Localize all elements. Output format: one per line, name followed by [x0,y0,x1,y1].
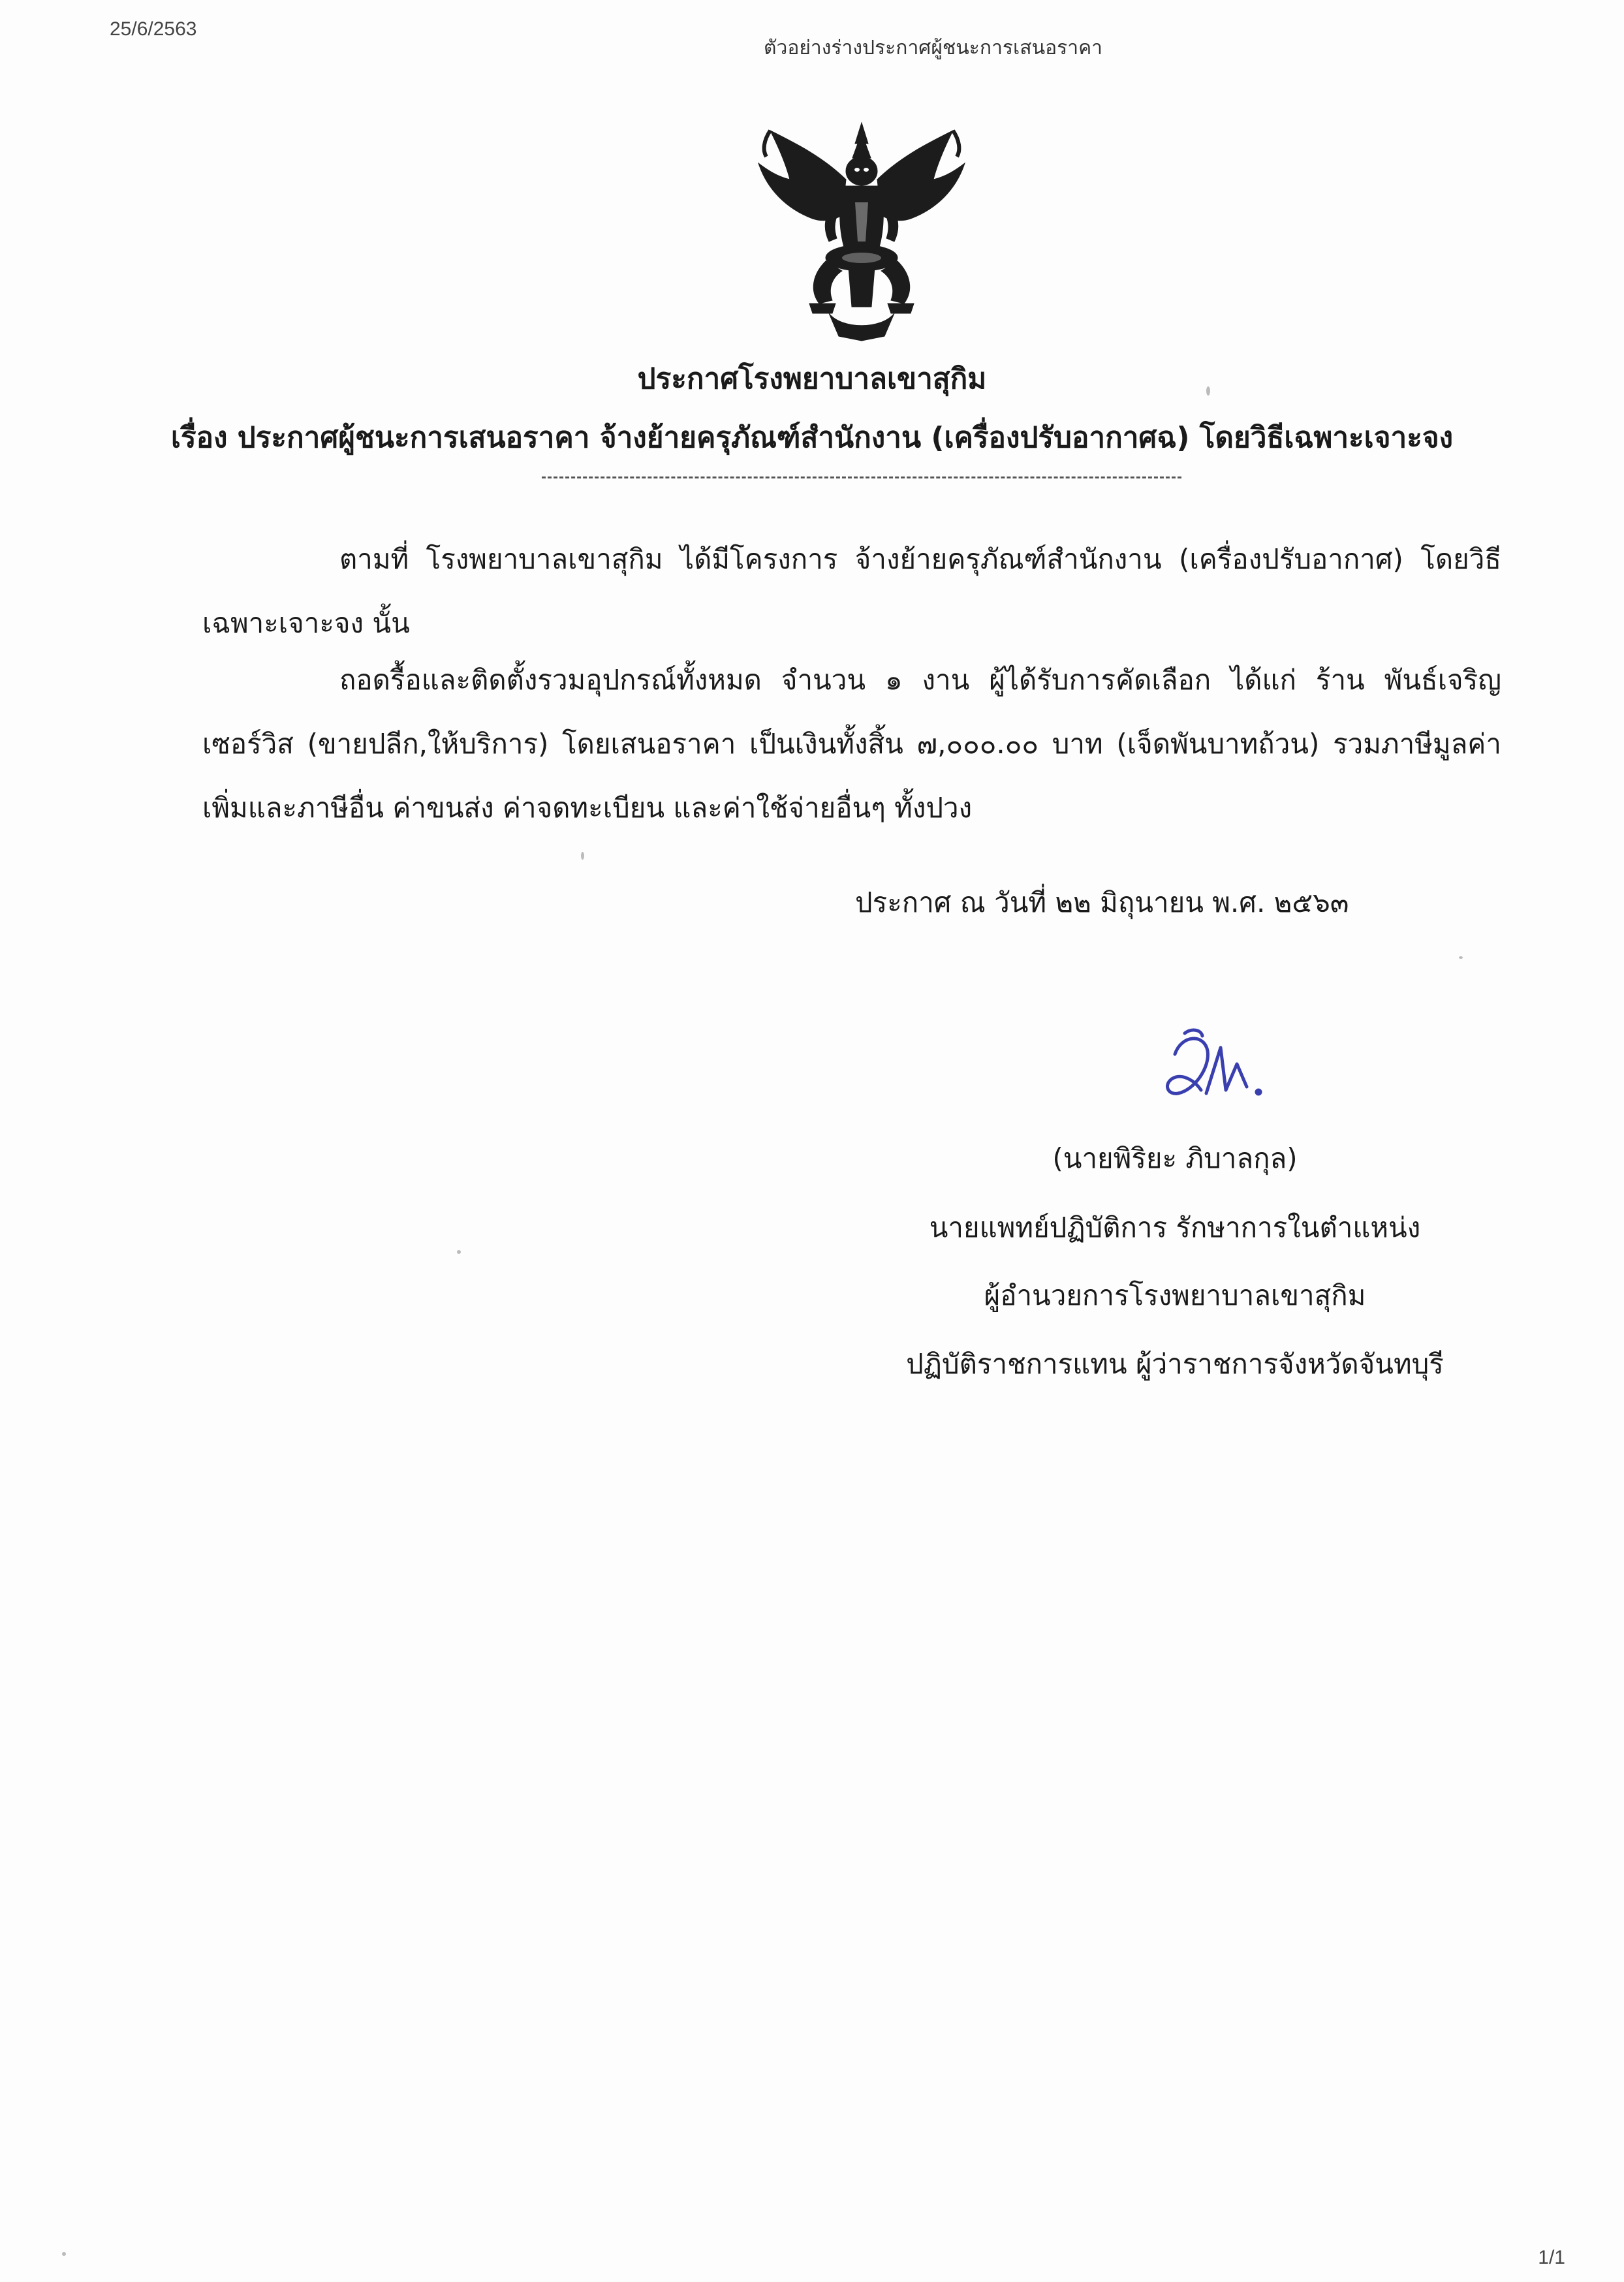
signatory-position-3: ปฏิบัติราชการแทน ผู้ว่าราชการจังหวัดจันทบุรี [906,1348,1444,1380]
signatory-position-2: ผู้อำนวยการโรงพยาบาลเขาสุกิม [984,1279,1366,1311]
body-paragraph-1: ตามที่ โรงพยาบาลเขาสุกิม ได้มีโครงการ จ้างย้ายครุภัณฑ์สำนักงาน (เครื่องปรับอากาศ) โดยวิธีเฉพาะเจาะจง นั้น [202,543,1501,639]
garuda-emblem-icon [751,117,973,343]
signatory-name: (นายพิริยะ ภิบาลกุล) [1052,1142,1298,1174]
scan-speck [1459,956,1463,959]
signatory-position-1: นายแพทย์ปฏิบัติการ รักษาการในตำแหน่ง [929,1211,1421,1243]
announcement-title: ประกาศโรงพยาบาลเขาสุกิม [637,362,987,396]
signature-mark [1155,1028,1266,1113]
announcement-subject: เรื่อง ประกาศผู้ชนะการเสนอราคา จ้างย้ายครุภัณฑ์สำนักงาน (เครื่องปรับอากาศฉ) โดยวิธีเฉพาะเจาะจง [170,421,1454,454]
print-header-title: ตัวอย่างร่างประกาศผู้ชนะการเสนอราคา [764,37,1102,59]
scan-speck [457,1250,461,1254]
print-date: 25/6/2563 [110,18,197,40]
divider [542,477,1181,478]
scan-speck [1206,386,1210,396]
body-paragraph-2: ถอดรื้อและติดตั้งรวมอุปกรณ์ทั้งหมด จำนวน ๑ งาน ผู้ได้รับการคัดเลือก ได้แก่ ร้าน พันธ์เจริญ เซอร์วิส (ขายปลีก,ให้บริการ) โดยเสนอราคา เป็นเงินทั้งสิ้น ๗,๐๐๐.๐๐ บาท (เจ็ดพันบาทถ้วน) รวมภาษีมูลค่าเพิ่มและภาษีอื่น ค่าขนส่ง ค่าจดทะเบียน และค่าใช้จ่ายอื่นๆ ทั้งปวง [202,664,1501,824]
announcement-date: ประกาศ ณ วันที่ ๒๒ มิถุนายน พ.ศ. ๒๕๖๓ [855,886,1349,918]
page-number: 1/1 [1538,2247,1565,2268]
scan-speck [581,852,584,860]
scan-speck [62,2252,66,2256]
